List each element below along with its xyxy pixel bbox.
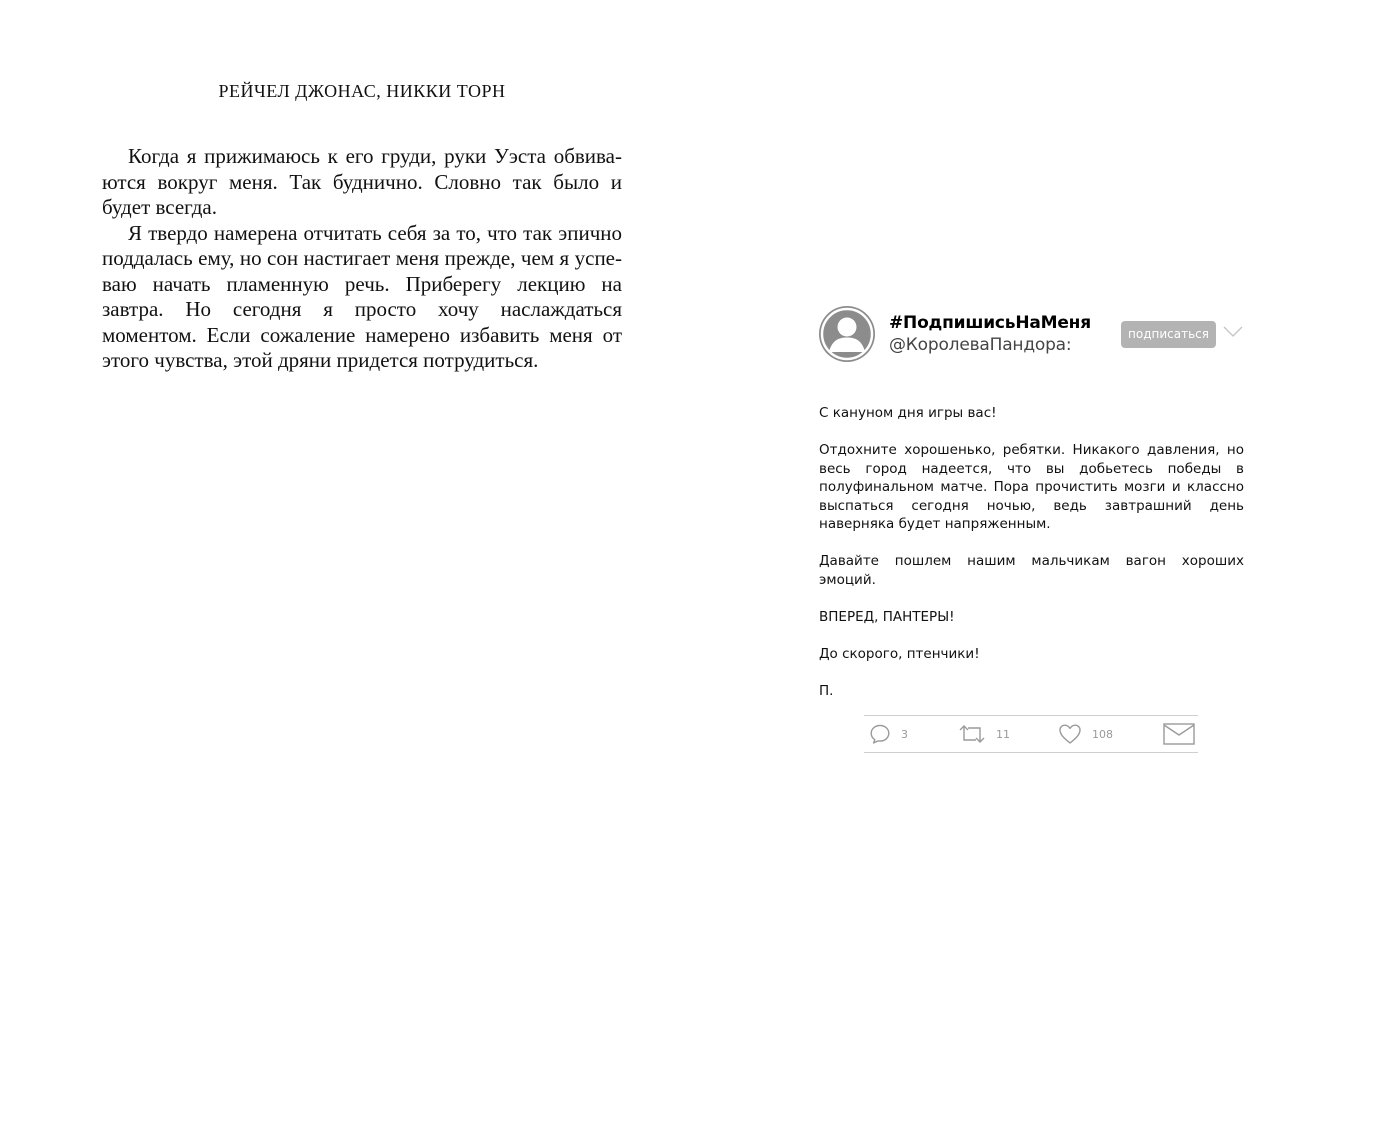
user-icon: [819, 306, 875, 362]
tweet-line: С кануном дня игры вас!: [819, 405, 997, 421]
tweet-line: П.: [819, 682, 834, 699]
user-handle[interactable]: @КоролеваПандора:: [889, 335, 1072, 355]
retweet-button[interactable]: [958, 716, 1010, 752]
message-button[interactable]: [1163, 716, 1195, 752]
tweet-header: [819, 306, 1244, 364]
tweet-line: ВПЕРЕД, ПАНТЕРЫ!: [819, 608, 955, 625]
paragraph: Я твердо намерена отчитать себя за то, что так эпично поддалась ему, но сон настигает меня прежде, чем я успе-ваю начать пламенную речь. Приберегу лекцию на завтра. Но сегодня я просто хочу наслаждаться моментом. Если сожаление намерено избавить меня от этого чувства, этой дряни придется потрудиться.: [102, 220, 622, 372]
tweet-line: Давайте пошлем нашим мальчикам вагон хороших эмоций.: [819, 553, 1244, 588]
reply-button[interactable]: [869, 716, 908, 752]
like-count: 108: [1092, 727, 1113, 741]
tweet-author: [889, 312, 1091, 356]
envelope-icon: [1163, 723, 1195, 745]
reply-icon: [869, 723, 891, 745]
retweet-icon: [958, 723, 986, 745]
tweet-body: [819, 404, 1244, 700]
retweet-count: 11: [996, 727, 1010, 741]
tweet-line: До скорого, птенчики!: [819, 645, 980, 662]
tweet-card: [819, 306, 1244, 741]
reply-count: 3: [901, 727, 908, 741]
tweet-line: Отдохните хорошенько, ребятки. Никакого давления, но весь город надеется, что вы добьетесь победы в полуфинальном матче. Пора прочистить мозги и классно выспаться сегодня ночью, ведь завтрашний день наверняка будет напряженным.: [819, 442, 1244, 532]
like-button[interactable]: [1058, 716, 1113, 752]
tweet-actions: [864, 715, 1198, 753]
display-name[interactable]: #ПодпишисьНаМеня: [889, 313, 1091, 333]
chevron-down-icon[interactable]: [1223, 325, 1243, 339]
heart-icon: [1058, 723, 1082, 745]
paragraph: Когда я прижимаюсь к его груди, руки Уэста обвива-ются вокруг меня. Так буднично. Словно так было и будет всегда.: [102, 144, 622, 219]
book-page: [102, 78, 622, 374]
book-text: [102, 144, 622, 374]
running-head: РЕЙЧЕЛ ДЖОНАС, НИККИ ТОРН: [218, 81, 506, 101]
avatar[interactable]: [819, 306, 875, 362]
follow-button[interactable]: подписаться: [1121, 321, 1216, 348]
